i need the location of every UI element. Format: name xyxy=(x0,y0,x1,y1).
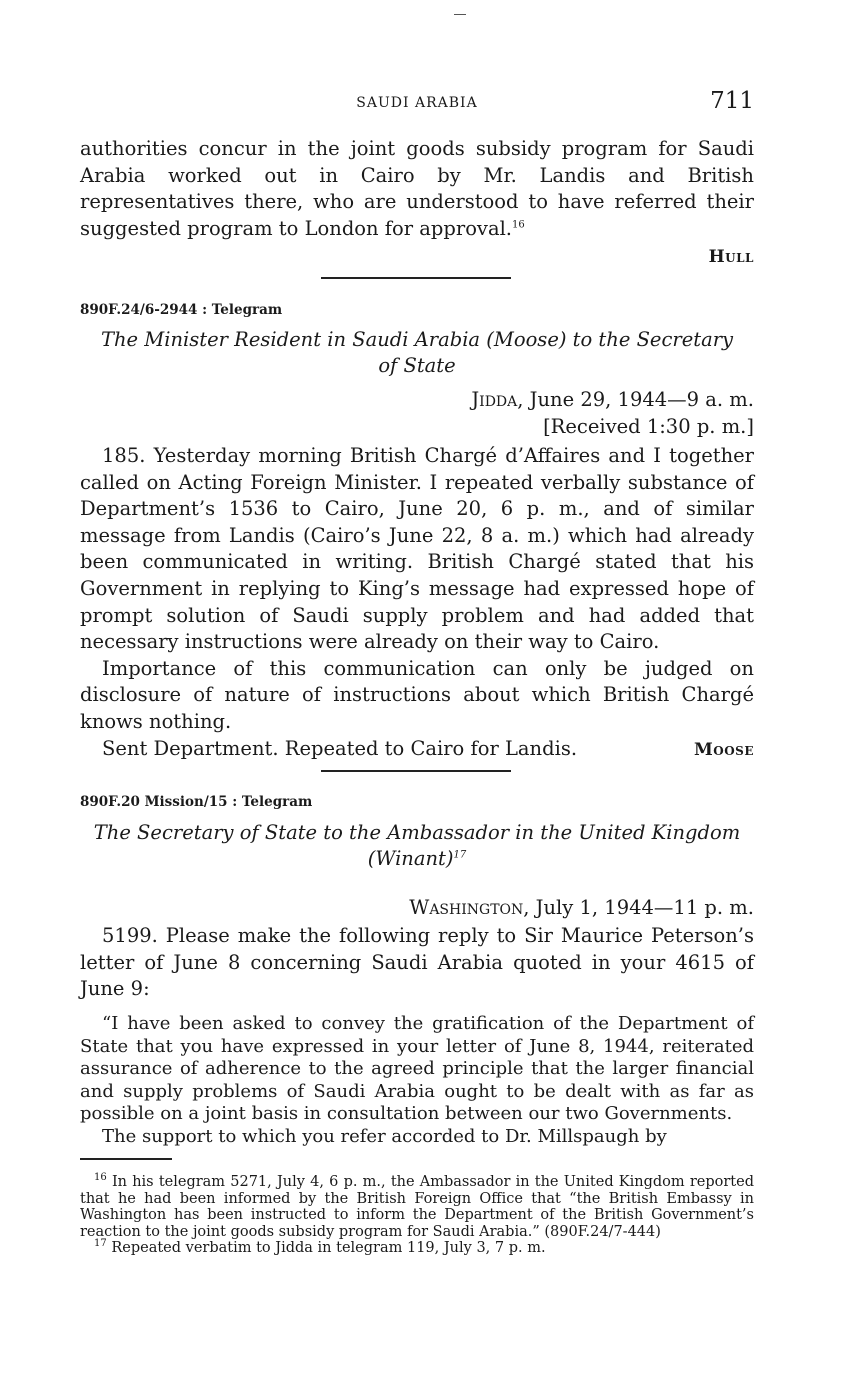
quote-paragraph-2: The support to which you refer accorded to Dr. Millspaugh by xyxy=(102,1125,667,1147)
running-header-title: SAUDI ARABIA xyxy=(356,95,478,111)
footnote-ref-16: 16 xyxy=(512,219,525,231)
dateline-2 xyxy=(80,895,754,922)
document-1-body xyxy=(80,443,754,762)
footnote-ref-17: 17 xyxy=(453,849,467,861)
continuation-paragraph xyxy=(80,136,754,242)
dateline-2-place: Washington xyxy=(409,896,524,919)
dateline-1-place: Jidda xyxy=(471,388,518,411)
dateline-1-date: , June 29, 1944—9 a. m. xyxy=(517,388,754,411)
file-reference-2: 890F.20 Mission/15 : Telegram xyxy=(80,794,313,810)
received-line-1: [Received 1:30 p. m.] xyxy=(543,415,754,438)
footnote-17-text: Repeated verbatim to Jidda in telegram 119, July 3, 7 p. m. xyxy=(111,1240,546,1256)
doc1-paragraph-2: Importance of this communication can only be judged on disclosure of nature of instructions about which British Chargé knows nothing. xyxy=(80,656,754,733)
heading-2-line-2-wrap xyxy=(80,846,754,872)
footnote-17-number: 17 xyxy=(94,1238,107,1250)
page-number: 711 xyxy=(710,88,754,114)
heading-1-line-1: The Minister Resident in Saudi Arabia (Moose) to the Secretary xyxy=(100,328,734,351)
footnote-17 xyxy=(80,1240,754,1257)
signature-moose: Moose xyxy=(693,740,754,760)
dateline-2-date: , July 1, 1944—11 p. m. xyxy=(523,896,754,919)
signature-line-hull xyxy=(80,243,754,271)
dateline-1 xyxy=(80,387,754,414)
section-divider xyxy=(321,277,511,279)
doc1-paragraph-1: 185. Yesterday morning British Chargé d’Affaires and I together called on Acting Foreign Minister. I repeated verbally substance of Department’s 1536 to Cairo, June 20, 6 p. m., and of similar message from Landis (Cairo’s June 22, 8 a. m.) which had already been communicated in writing. British Chargé stated that his Government in replying to King’s message had expressed hope of prompt solution of Saudi supply problem and had added that necessary instructions were already on their way to Cairo. xyxy=(80,444,754,654)
signature-line-moose xyxy=(80,736,754,764)
quote-paragraph-1: “I have been asked to convey the gratification of the Department of State that you have expressed in your letter of June 8, 1944, reiterated assurance of adherence to the agreed principle that the larger financial and supply problems of Saudi Arabia ought to be dealt with as far as possible on a joint basis in consultation between our two Governments. xyxy=(80,1013,754,1124)
signature-hull: Hull xyxy=(708,247,754,267)
footnote-16-number: 16 xyxy=(94,1172,107,1184)
heading-2-line-2: (Winant) xyxy=(367,847,454,870)
footnote-16 xyxy=(80,1174,754,1240)
document-2-body xyxy=(80,923,754,1003)
footnote-16-text: In his telegram 5271, July 4, 6 p. m., the Ambassador in the United Kingdom reported that he had been informed by the British Foreign Office that “the British Embassy in Washington has been instructed to inform the Department of the British Government’s reaction to the joint goods subsidy program for Saudi Arabia.” (890F.24/7-444) xyxy=(80,1174,754,1240)
doc1-paragraph-3: Sent Department. Repeated to Cairo for Landis. xyxy=(102,736,578,760)
section-divider xyxy=(321,770,511,772)
top-margin-mark xyxy=(454,14,466,15)
document-heading-2 xyxy=(80,820,754,872)
continuation-text: authorities concur in the joint goods subsidy program for Saudi Arabia worked out in Cairo by Mr. Landis and British representatives there, who are understood to have referred their suggested program to London for approval. xyxy=(80,137,754,240)
quoted-reply xyxy=(80,1013,754,1148)
file-reference-1: 890F.24/6-2944 : Telegram xyxy=(80,302,283,318)
heading-2-line-1: The Secretary of State to the Ambassador in the United Kingdom xyxy=(93,821,741,844)
footnotes xyxy=(80,1174,754,1257)
heading-1-line-2: of State xyxy=(378,354,456,377)
document-heading-1 xyxy=(80,327,754,379)
doc2-paragraph-1: 5199. Please make the following reply to Sir Maurice Peterson’s letter of June 8 concerning Saudi Arabia quoted in your 4615 of June 9: xyxy=(80,924,754,1001)
footnote-divider xyxy=(80,1158,172,1160)
